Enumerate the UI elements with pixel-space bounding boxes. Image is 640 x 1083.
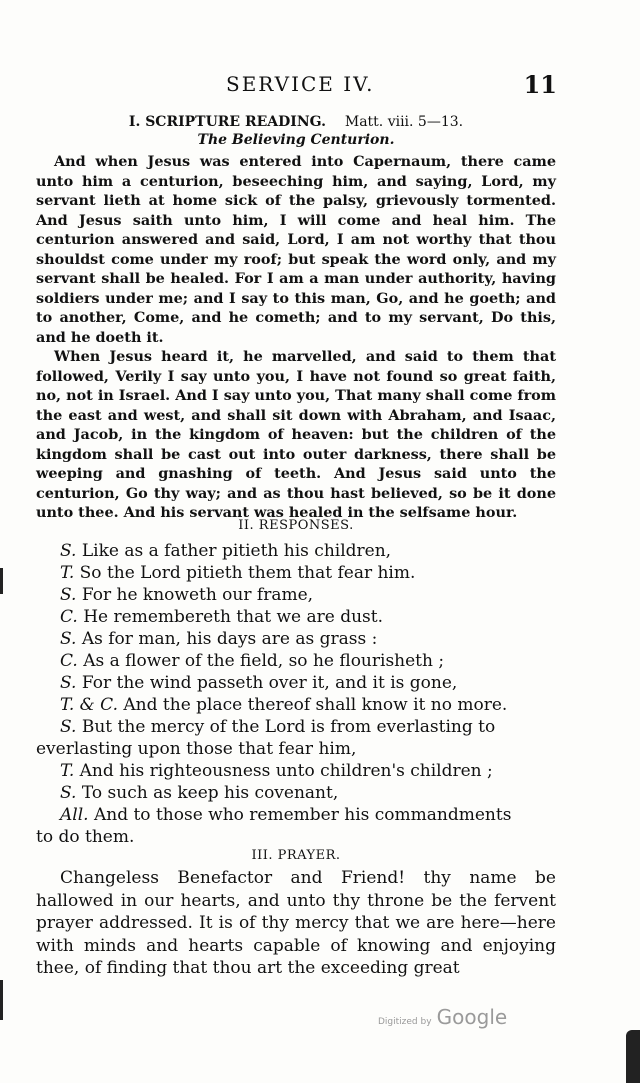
response-line: [36, 584, 556, 606]
digitized-watermark: [378, 1005, 507, 1029]
response-text: So the Lord pitieth them that fear him.: [79, 563, 416, 583]
response-text: For he knoweth our frame,: [81, 585, 314, 605]
scan-edge-mark: [0, 980, 3, 1020]
response-line: [36, 826, 556, 848]
speaker-label: S.: [60, 717, 77, 737]
scripture-reading-section: [36, 114, 556, 523]
scripture-reference: Matt. viii. 5—13.: [344, 114, 464, 130]
response-line: [36, 562, 556, 584]
prayer-text: [36, 867, 556, 980]
scan-edge-mark: [0, 568, 3, 594]
response-text: As a flower of the field, so he flourisheth ;: [83, 651, 445, 671]
response-line: [36, 628, 556, 650]
response-text: to do them.: [36, 827, 135, 847]
response-text: everlasting upon those that fear him,: [36, 739, 357, 759]
running-title: SERVICE IV.: [226, 72, 375, 96]
response-text: And to those who remember his commandments: [93, 805, 512, 825]
speaker-label: S.: [60, 541, 77, 561]
response-line: [36, 694, 556, 716]
response-text: To such as keep his covenant,: [81, 783, 339, 803]
response-text: And the place thereof shall know it no more.: [123, 695, 508, 715]
responses-list: [36, 540, 556, 848]
reading-paragraph: When Jesus heard it, he marvelled, and said to them that followed, Verily I say unto you, I have not found so great faith, no, not in Israel. And I say unto you, That many shall come from the east and west, and shall sit down with Abraham, and Isaac, and Jacob, in the kingdom of heaven: but the children of the kingdom shall be cast out into outer darkness, there shall be weeping and gnashing of teeth. And Jesus said unto the centurion, Go thy way; and as thou hast believed, so be it done unto thee. And his servant was healed in the selfsame hour.: [36, 348, 556, 521]
watermark-prefix: Digitized by: [378, 1017, 432, 1027]
prayer-paragraph: Changeless Benefactor and Friend! thy name be hallowed in our hearts, and unto thy throne be the fervent prayer addressed. It is of thy mercy that we are here—here with minds and hearts capable of knowing and enjoying thee, of finding that thou art the exceeding great: [36, 868, 556, 978]
speaker-label: S.: [60, 629, 77, 649]
response-line: [36, 716, 556, 738]
prayer-section: [36, 848, 556, 980]
speaker-label: C.: [60, 651, 78, 671]
response-text: He remembereth that we are dust.: [83, 607, 383, 627]
response-line: [36, 650, 556, 672]
response-line: [36, 782, 556, 804]
watermark-brand: Google: [436, 1005, 508, 1029]
speaker-label: S.: [60, 673, 77, 693]
response-line: [36, 760, 556, 782]
response-text: As for man, his days are as grass :: [81, 629, 378, 649]
speaker-label: T. & C.: [60, 695, 118, 715]
response-text: Like as a father pitieth his children,: [81, 541, 392, 561]
scripture-reading-heading: [36, 114, 556, 130]
response-line: [36, 540, 556, 562]
response-text: But the mercy of the Lord is from everlasting to: [81, 717, 496, 737]
response-line: [36, 672, 556, 694]
speaker-label: S.: [60, 783, 77, 803]
speaker-label: T.: [60, 563, 75, 583]
section-title: I. SCRIPTURE READING.: [128, 114, 326, 130]
response-line: [36, 804, 556, 826]
speaker-label: C.: [60, 607, 78, 627]
reading-paragraph: And when Jesus was entered into Capernaum, there came unto him a centurion, beseeching him, and saying, Lord, my servant lieth at home sick of the palsy, grievously tormented. And Jesus saith unto him, I will come and heal him. The centurion answered and said, Lord, I am not worthy that thou shouldst come under my roof; but speak the word only, and my servant shall be healed. For I am a man under authority, having soldiers under me; and I say to this man, Go, and he goeth; and to another, Come, and he cometh; and to my servant, Do this, and he doeth it.: [36, 153, 556, 346]
page-header: [0, 70, 640, 100]
reading-text: [36, 152, 556, 523]
response-line: [36, 606, 556, 628]
response-line: [36, 738, 556, 760]
speaker-label: S.: [60, 585, 77, 605]
speaker-label: All.: [60, 805, 89, 825]
prayer-heading: III. PRAYER.: [251, 848, 341, 863]
scan-corner-mark: [626, 1030, 640, 1083]
response-text: For the wind passeth over it, and it is gone,: [81, 673, 458, 693]
response-text: And his righteousness unto children's children ;: [79, 761, 493, 781]
speaker-label: T.: [60, 761, 75, 781]
reading-subtitle: The Believing Centurion.: [197, 132, 395, 148]
page-number: 11: [523, 70, 557, 99]
responses-heading: II. RESPONSES.: [238, 518, 354, 533]
responses-heading-wrap: [36, 518, 556, 533]
